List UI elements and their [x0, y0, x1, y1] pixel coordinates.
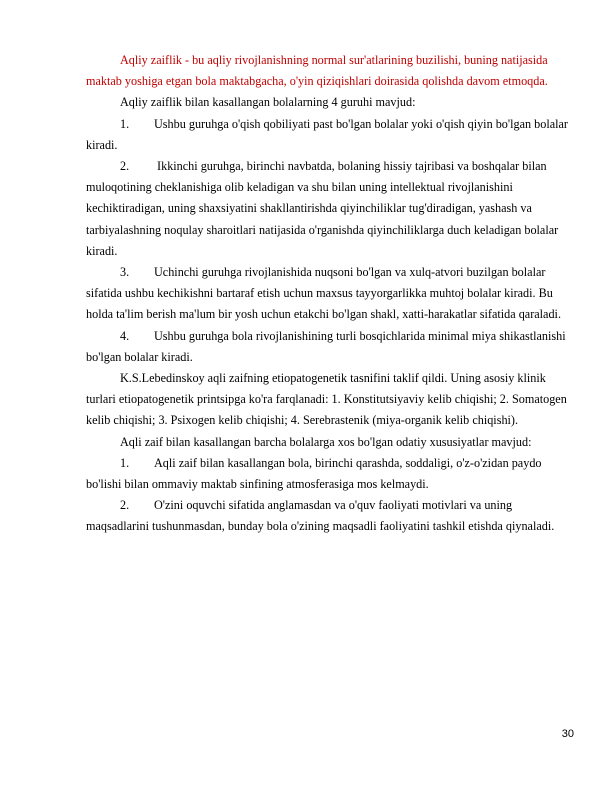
list-number: 4.: [120, 328, 130, 343]
list-item-text: Uchinchi guruhga rivojlanishida nuqsoni bo'lgan va xulq-atvori buzilgan bolalar sifatida ushbu kechikishni bartaraf etish uchun maxsus tayyorgarlikka muhtoj bolalar kiradi. Bu holda ta'lim berish ma'lum bir yosh uchun etakchi bo'lgan shakl, xatti-harakatlar sifatida qaraladi.: [86, 265, 561, 322]
list-item: [86, 262, 576, 326]
page-number: 30: [561, 728, 574, 740]
list-number: 3.: [120, 265, 130, 280]
list-number: 2.: [120, 498, 130, 513]
list-item: [86, 326, 576, 368]
paragraph-classification: K.S.Lebedinskoy aqli zaifning etiopatogenetik tasnifini taklif qildi. Uning asosiy klinik turlari etiopatogenetik printsipga ko'ra farqlanadi: 1. Konstitutsiyaviy kelib chiqishi; 2. Somatogen kelib chiqishi; 3. Psixogen kelib chiqishi; 4. Serebrastenik (miya-organik kelib chiqishi).: [86, 371, 567, 428]
list-item: [86, 453, 576, 495]
list-item: [86, 114, 576, 156]
list-number: 2.: [120, 159, 130, 174]
list-item-text: O'zini oquvchi sifatida anglamasdan va o'quv faoliyati motivlari va uning maqsadlarini tushunmasdan, bunday bola o'zining maqsadli faoliyatini tashkil etishda qiynaladi.: [86, 498, 555, 534]
list-item-text: Ushbu guruhga o'qish qobiliyati past bo'lgan bolalar yoki o'qish qiyin bo'lgan bolalar kiradi.: [86, 116, 568, 152]
paragraph-groups-intro: Aqliy zaiflik bilan kasallangan bolalarning 4 guruhi mavjud:: [120, 95, 416, 110]
list-item: [86, 156, 576, 262]
list-item-text: Ikkinchi guruhga, birinchi navbatda, bolaning hissiy tajribasi va boshqalar bilan muloqotining cheklanishiga olib keladigan va shu bilan uning intellektual rivojlanishini kechiktiradigan, uning shaxsiyatini shakllantirishda qiyinchiliklar tug'diradigan, yashash va tarbiyalashning noqulay sharoitlari natijasida o'rganishda qiyinchiliklarga duch keladigan bolalar kiradi.: [86, 159, 559, 258]
paragraph-features-intro: Aqli zaif bilan kasallangan barcha bolalarga xos bo'lgan odatiy xususiyatlar mavjud:: [120, 434, 532, 449]
list-number: 1.: [120, 455, 130, 470]
list-number: 1.: [120, 116, 130, 131]
list-item-text: Aqli zaif bilan kasallangan bola, birinchi qarashda, soddaligi, o'z-o'zidan paydo bo'lishi bilan ommaviy maktab sinfining atmosferasiga mos kelmaydi.: [86, 455, 542, 492]
text-body: [86, 50, 576, 538]
list-item: [86, 495, 576, 537]
paragraph-definition: Aqliy zaiflik - bu aqliy rivojlanishning normal sur'atlarining buzilishi, buning natijasida maktab yoshiga etgan bola maktabgacha, o'yin qiziqishlari doirasida qolishda davom etmoqda.: [86, 53, 548, 89]
list-item-text: Ushbu guruhga bola rivojlanishining turli bosqichlarida minimal miya shikastlanishi bo'lgan bolalar kiradi.: [86, 328, 566, 364]
